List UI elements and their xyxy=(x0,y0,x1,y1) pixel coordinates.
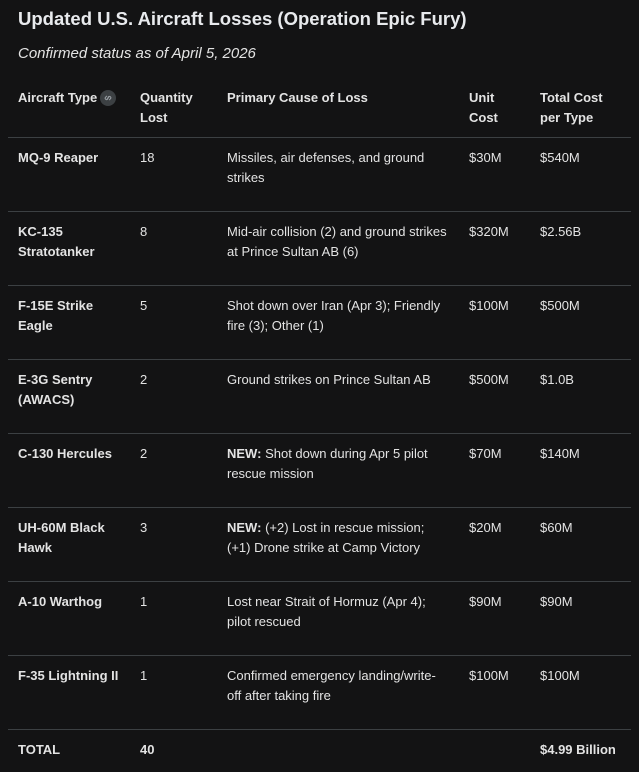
cause-text: Lost near Strait of Hormuz (Apr 4); pilot rescued xyxy=(227,594,426,629)
cell-cause xyxy=(217,508,459,582)
column-header-primary-cause: Primary Cause of Loss xyxy=(217,80,459,138)
page-subtitle: Confirmed status as of April 5, 2026 xyxy=(18,45,256,62)
cell-unit-cost: $500M xyxy=(459,360,530,434)
cell-total-cost: $540M xyxy=(530,138,631,212)
total-cause-empty xyxy=(217,730,459,772)
cell-cause xyxy=(217,212,459,286)
cell-cause xyxy=(217,434,459,508)
table-row xyxy=(8,212,631,286)
cell-total-cost: $500M xyxy=(530,286,631,360)
cell-aircraft: F-15E Strike Eagle xyxy=(8,286,130,360)
cell-unit-cost: $70M xyxy=(459,434,530,508)
cause-text: Mid-air collision (2) and ground strikes at Prince Sultan AB (6) xyxy=(227,224,447,259)
new-badge: NEW: xyxy=(227,520,261,535)
table-row xyxy=(8,138,631,212)
aircraft-losses-table xyxy=(8,80,631,772)
cell-total-cost: $60M xyxy=(530,508,631,582)
table-row xyxy=(8,360,631,434)
total-cost: $4.99 Billion xyxy=(530,730,631,772)
table-row xyxy=(8,508,631,582)
cell-aircraft: E-3G Sentry (AWACS) xyxy=(8,360,130,434)
cell-aircraft: F-35 Lightning II xyxy=(8,656,130,730)
total-unit-cost-empty xyxy=(459,730,530,772)
cell-aircraft: MQ-9 Reaper xyxy=(8,138,130,212)
cell-cause xyxy=(217,656,459,730)
cell-aircraft: A-10 Warthog xyxy=(8,582,130,656)
table-row xyxy=(8,656,631,730)
cell-cause xyxy=(217,360,459,434)
column-header-total-cost: Total Cost per Type xyxy=(530,80,631,138)
total-label: TOTAL xyxy=(8,730,130,772)
link-icon[interactable] xyxy=(100,90,116,106)
cell-aircraft: KC-135 Stratotanker xyxy=(8,212,130,286)
cell-quantity: 18 xyxy=(130,138,217,212)
cell-unit-cost: $320M xyxy=(459,212,530,286)
cell-total-cost: $90M xyxy=(530,582,631,656)
cause-text: Ground strikes on Prince Sultan AB xyxy=(227,372,431,387)
cell-total-cost: $2.56B xyxy=(530,212,631,286)
cause-text: (+2) Lost in rescue mission; (+1) Drone strike at Camp Victory xyxy=(227,520,424,555)
total-quantity: 40 xyxy=(130,730,217,772)
cause-text: Shot down during Apr 5 pilot rescue mission xyxy=(227,446,428,481)
total-row xyxy=(8,730,631,772)
cell-quantity: 1 xyxy=(130,582,217,656)
table-header-row xyxy=(8,80,631,138)
cell-unit-cost: $20M xyxy=(459,508,530,582)
cell-aircraft: C-130 Hercules xyxy=(8,434,130,508)
cell-unit-cost: $100M xyxy=(459,656,530,730)
cell-total-cost: $100M xyxy=(530,656,631,730)
column-header-aircraft-type: Aircraft Type xyxy=(8,80,130,138)
column-header-quantity-lost: Quantity Lost xyxy=(130,80,217,138)
table-row xyxy=(8,434,631,508)
cell-cause xyxy=(217,286,459,360)
cell-cause xyxy=(217,138,459,212)
cause-text: Missiles, air defenses, and ground strikes xyxy=(227,150,424,185)
cell-quantity: 5 xyxy=(130,286,217,360)
cell-quantity: 2 xyxy=(130,434,217,508)
column-header-unit-cost: Unit Cost xyxy=(459,80,530,138)
cell-unit-cost: $30M xyxy=(459,138,530,212)
cell-total-cost: $1.0B xyxy=(530,360,631,434)
table-row xyxy=(8,582,631,656)
cause-text: Shot down over Iran (Apr 3); Friendly fire (3); Other (1) xyxy=(227,298,440,333)
cell-cause xyxy=(217,582,459,656)
cell-quantity: 8 xyxy=(130,212,217,286)
table-row xyxy=(8,286,631,360)
cell-aircraft: UH-60M Black Hawk xyxy=(8,508,130,582)
cell-unit-cost: $90M xyxy=(459,582,530,656)
cell-quantity: 1 xyxy=(130,656,217,730)
page-title: Updated U.S. Aircraft Losses (Operation Epic Fury) xyxy=(18,8,467,30)
cell-total-cost: $140M xyxy=(530,434,631,508)
cell-quantity: 2 xyxy=(130,360,217,434)
cause-text: Confirmed emergency landing/write-off after taking fire xyxy=(227,668,436,703)
cell-quantity: 3 xyxy=(130,508,217,582)
new-badge: NEW: xyxy=(227,446,261,461)
cell-unit-cost: $100M xyxy=(459,286,530,360)
